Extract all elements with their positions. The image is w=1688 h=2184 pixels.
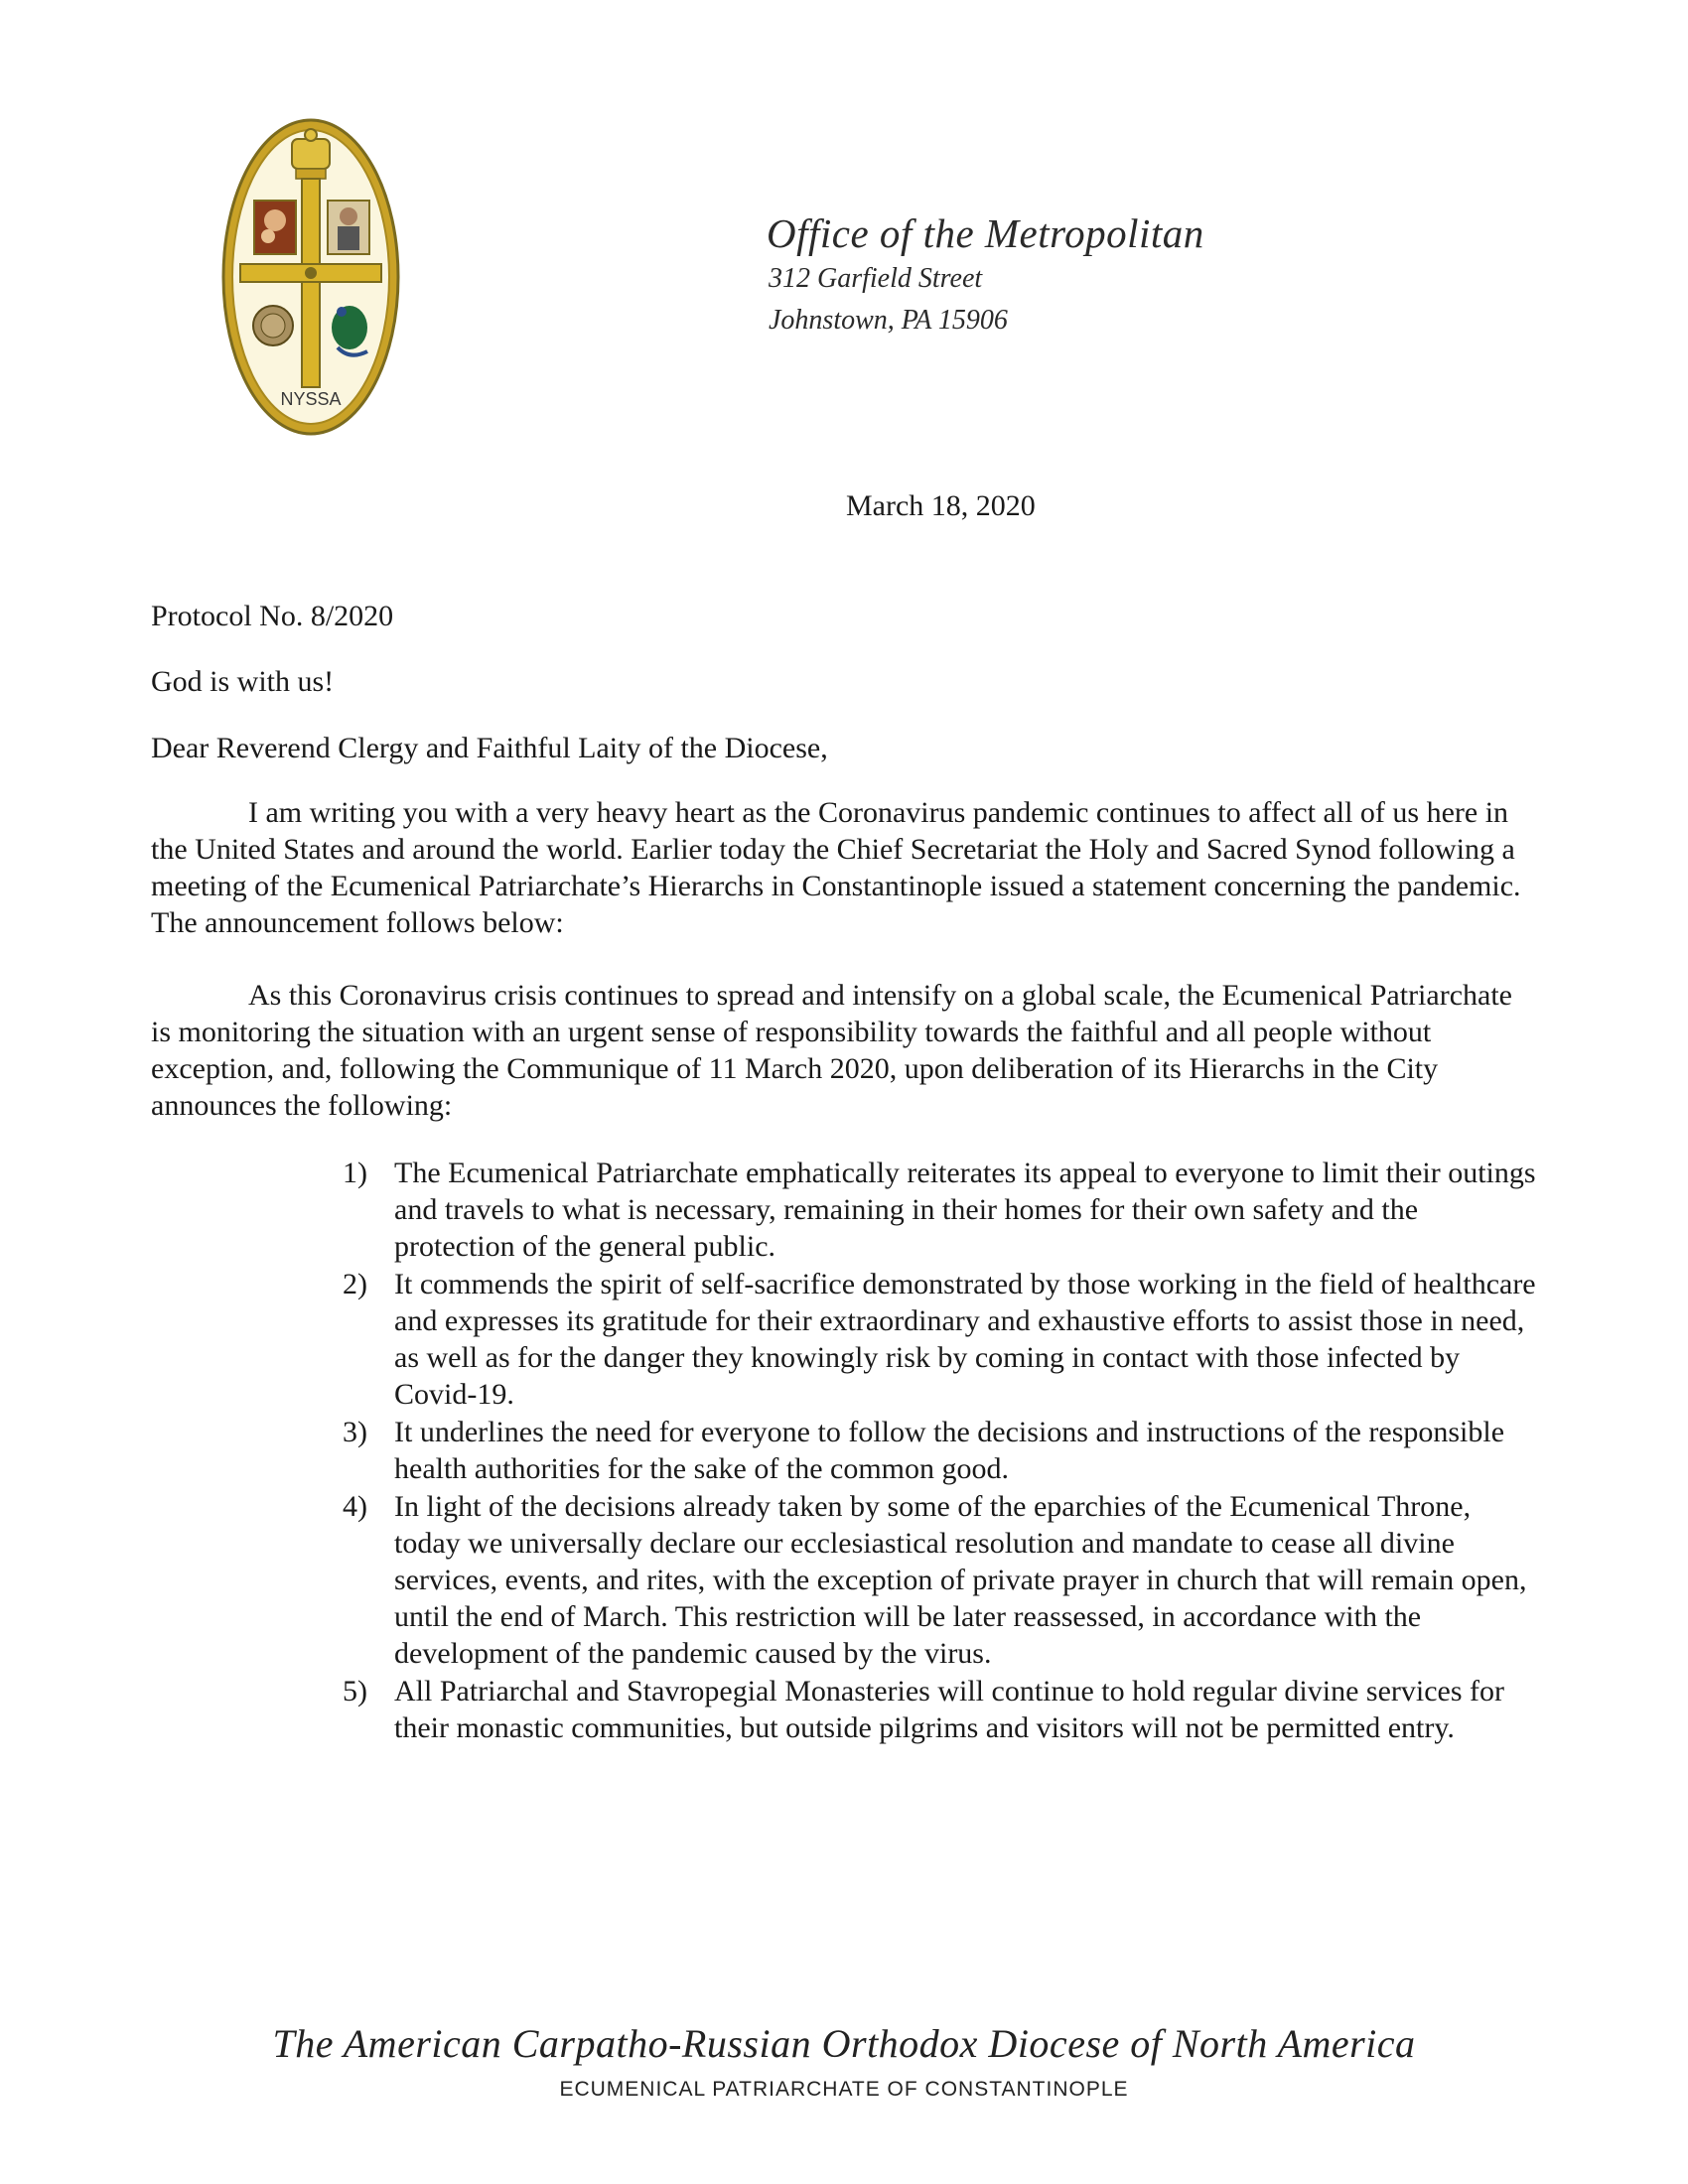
body-paragraph: [151, 794, 1536, 941]
list-text: The Ecumenical Patriarchate emphatically reiterates its appeal to everyone to limit their outings and travels to what is necessary, remaining in their homes for their own safety and the protection of the general public.: [394, 1157, 1536, 1263]
seal-label: NYSSA: [280, 389, 342, 409]
letterhead: [767, 208, 1204, 341]
diocese-seal-logo: [220, 117, 401, 437]
footer-patriarchate: ECUMENICAL PATRIARCHATE OF CONSTANTINOPLE: [559, 2078, 1129, 2101]
coin-icon: [253, 306, 293, 345]
list-text: It commends the spirit of self-sacrifice demonstrated by those working in the field of healthcare and expresses its gratitude for their extraordinary and exhaustive efforts to assist those in need, as well as for the danger they knowingly risk by coming in contact with those infected by Covid-19.: [394, 1268, 1536, 1411]
office-street: 312 Garfield Street: [769, 263, 983, 294]
protocol-number: Protocol No. 8/2020: [151, 600, 394, 632]
list-text: All Patriarchal and Stavropegial Monasteries will continue to hold regular divine services for their monastic communities, but outside pilgrims and visitors will not be permitted entry.: [394, 1675, 1505, 1744]
letter-date: March 18, 2020: [846, 489, 1036, 522]
saint-icon: [328, 201, 369, 254]
paragraph-text: As this Coronavirus crisis continues to spread and intensify on a global scale, the Ecumenical Patriarchate is monitoring the situation with an urgent sense of responsibility towards the faithful and all people without exception, and, following the Communique of 11 March 2020, upon deliberation of its Hierarchs in the City announces the following:: [151, 979, 1512, 1122]
list-number: 5): [343, 1675, 367, 1707]
list-text: It underlines the need for everyone to follow the decisions and instructions of the responsible health authorities for the sake of the common good.: [394, 1416, 1505, 1485]
list-item: [343, 1266, 1539, 1413]
greeting: God is with us!: [151, 665, 335, 698]
list-item: [343, 1488, 1539, 1672]
madonna-icon: [254, 201, 296, 254]
list-item: [343, 1414, 1539, 1487]
body-paragraph: [151, 977, 1536, 1124]
list-number: 1): [343, 1157, 367, 1189]
announcement-list: [343, 1155, 1539, 1747]
salutation: Dear Reverend Clergy and Faithful Laity of the Diocese,: [151, 732, 828, 764]
list-item: [343, 1673, 1539, 1746]
list-number: 4): [343, 1490, 367, 1523]
list-number: 2): [343, 1268, 367, 1300]
list-number: 3): [343, 1416, 367, 1448]
office-title: Office of the Metropolitan: [767, 210, 1204, 256]
office-city: Johnstown, PA 15906: [769, 305, 1008, 336]
list-item: [343, 1155, 1539, 1265]
footer-diocese-name: The American Carpatho-Russian Orthodox Diocese of North America: [272, 2021, 1416, 2066]
paragraph-text: I am writing you with a very heavy heart as the Coronavirus pandemic continues to affect all of us here in the United States and around the world. Earlier today the Chief Secretariat the Holy and Sacred Synod following a meeting of the Ecumenical Patriarchate’s Hierarchs in Constantinople issued a statement concerning the pandemic. The announcement follows below:: [151, 796, 1521, 939]
list-text: In light of the decisions already taken by some of the eparchies of the Ecumenical Throne, today we universally declare our ecclesiastical resolution and mandate to cease all divine services, events, and rites, with the exception of private prayer in church that will remain open, until the end of March. This restriction will be later reassessed, in accordance with the development of the pandemic caused by the virus.: [394, 1490, 1527, 1670]
